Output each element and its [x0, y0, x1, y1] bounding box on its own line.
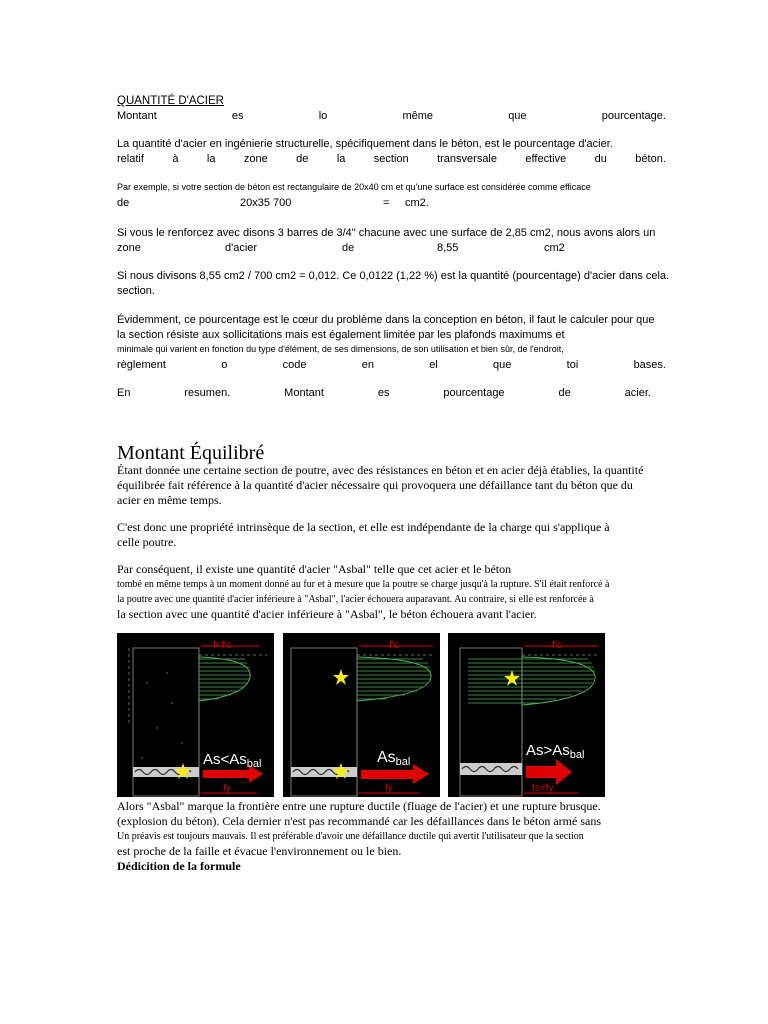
- section1-p6: Évidemment, ce pourcentage est le cœur du problème dans la conception en béton, il faut le calculer pour que la section résiste aux sollicitations mais est également limitée par les plafonds maximums et minimale qui varient en fonction du type d'élément, de ses dimensions, de son utilisation et bien sûr, de l'endroit, règlement o code en el que toi bases.: [117, 314, 666, 371]
- section1-heading: [117, 94, 666, 109]
- section1-p3: Par exemple, si votre section de béton est rectangulaire de 20x40 cm et qu'une surface est considérée comme efficace de 20x35 700 = cm2.: [117, 182, 591, 209]
- svg-text:As>Asbal: $As>As_{bal}$: [526, 742, 585, 761]
- section2-p3: Par conséquent, il existe une quantité d'acier "Asbal" telle que cet acier et le béton tombé en même temps à un moment donné au fur et à mesure que la poutre se charge jusqu'à la rupture. S'il était renforcé à la poutre avec une quantité d'acier inférieure à "Asbal", l'acier échouera auparavant. Au contraire, si elle est renforcée à la section avec une quantité d'acier inférieure à "Asbal", le béton échouera avant l'acier.: [117, 562, 610, 621]
- figure-3-bottom-label: fs<fy: [532, 783, 554, 794]
- section1-p5: Si nous divisons 8,55 cm2 / 700 cm2 = 0,012. Ce 0,0122 (1,22 %) est la quantité (pourcentage) d'acier dans cela. section.: [117, 270, 670, 297]
- section2-p1: Étant donnée une certaine section de poutre, avec des résistances en béton et en acier déjà établies, la quantité équilibrée fait référence à la quantité d'acier nécessaire qui provoquera une défaillance tant du béton que du acier en même temps.: [117, 463, 644, 507]
- section1-p4: Si vous le renforcez avec disons 3 barres de 3/4" chacune avec une surface de 2,85 cm2, nous avons alors un zone d'acier de 8,55 cm2: [117, 227, 656, 254]
- svg-text:Asbal: Asbal: [377, 749, 411, 768]
- figure-svg-2: [283, 633, 440, 797]
- balanced-steel-figures: [117, 633, 605, 797]
- arrow-icon: [556, 759, 572, 785]
- formula-subheading: Dédicition de la formule: [117, 859, 241, 873]
- section1-p2: La quantité d'acier en ingénierie structurelle, spécifiquement dans le béton, est le pourcentage d'acier. relatif à la zone de la section transversale effective du béton.: [117, 138, 666, 165]
- figure-1-top-label: f<f'c: [213, 640, 232, 651]
- figure-3-top-label: f'c: [552, 640, 562, 651]
- heading-quantite-acier: QUANTITÉ D'ACIER: [117, 95, 224, 107]
- section2-p4: Alors "Asbal" marque la frontière entre une rupture ductile (fluage de l'acier) et une rupture brusque. (explosion du béton). Cela dernier n'est pas recommandé car les défaillances dans le béton armé sans Un préavis est toujours mauvais. Il est préférable d'avoir une défaillance ductile qui avertit l'utilisateur que la section est proche de la faille et évacue l'environnement ou le bien.: [117, 799, 601, 858]
- figure-panel-under: [117, 633, 274, 797]
- section1-p7: En resumen. Montant es pourcentage de acier.: [117, 387, 651, 399]
- figure-2-top-label: f'c: [389, 640, 399, 651]
- arrow-icon: [413, 764, 429, 784]
- figure-panel-balanced: [283, 633, 440, 797]
- star-icon: [333, 669, 349, 685]
- svg-text:As<Asbal: $As<As_{bal}$: [203, 751, 262, 770]
- section2-p2: C'est donc une propriété intrinsèque de la section, et elle est indépendante de la charge qui s'applique à celle poutre.: [117, 520, 610, 549]
- star-icon: [504, 670, 520, 686]
- figure-2-bottom-label: fy: [385, 783, 393, 794]
- figure-1-bottom-label: fy: [223, 783, 231, 794]
- figure-panel-over: [448, 633, 605, 797]
- figure-svg-3: [448, 633, 605, 797]
- section1-p1: Montant es lo même que pourcentage.: [117, 110, 666, 122]
- figure-svg-1: [117, 633, 274, 797]
- concrete-dots-1: [141, 672, 182, 758]
- section2-title: Montant Équilibré: [117, 442, 265, 464]
- stress-block-3: [468, 659, 595, 703]
